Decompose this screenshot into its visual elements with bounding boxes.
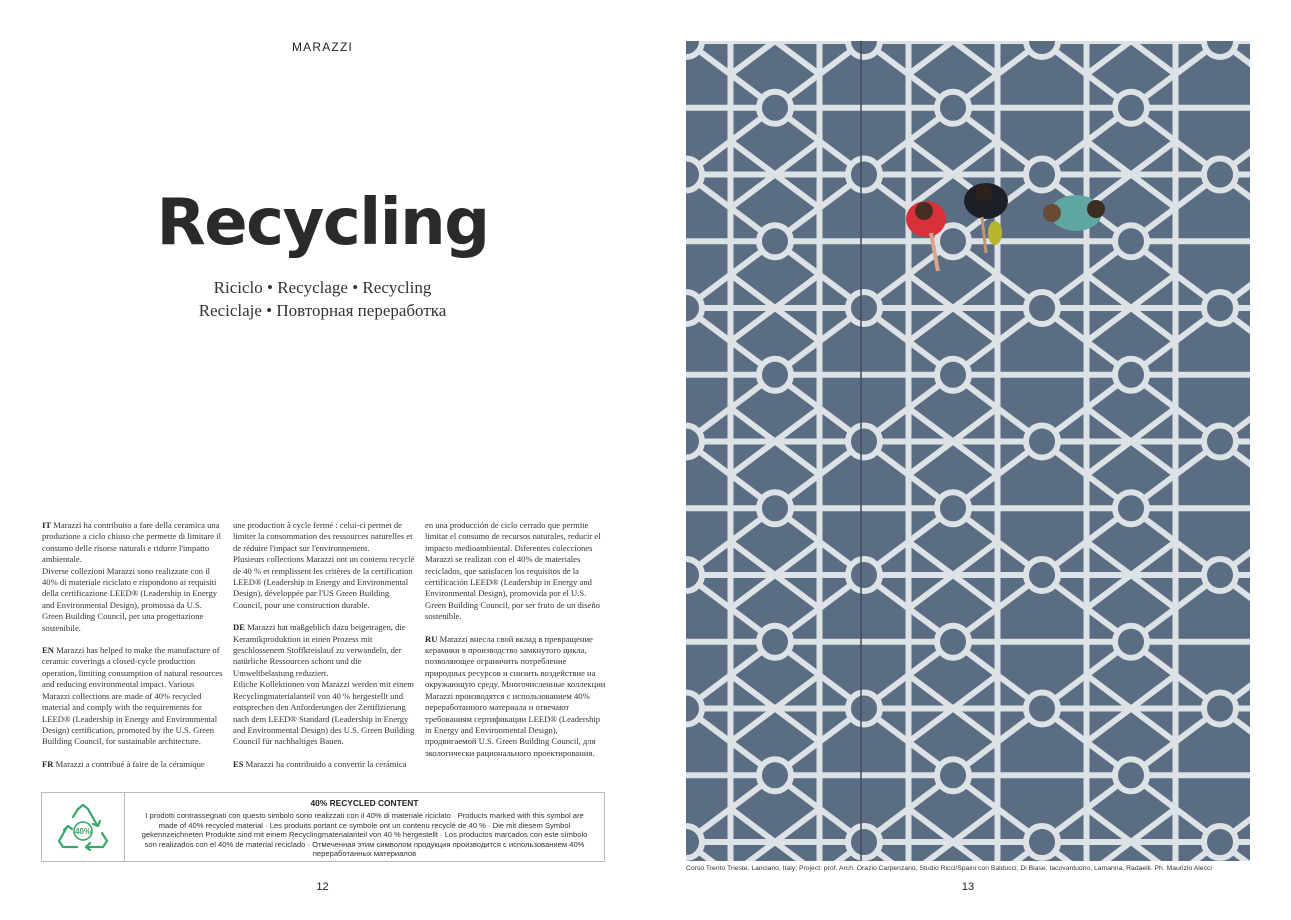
text-column-2 (233, 520, 415, 781)
recycle-icon-cell (42, 793, 125, 861)
text-de: Marazzi hat maßgeblich dazu beigetragen, die Keramikproduktion in einen Prozess mit geschlossenem Stoffkreislauf zu verwandeln, der natürliche Ressourcen schont und die Umweltbelastung reduziert. (233, 622, 406, 678)
page-number-left: 12 (316, 881, 329, 893)
text-it-2: Diverse collezioni Marazzi sono realizzate con il 40% di materiale riciclato e rispondono ai requisiti della certificazione LEED® (Leadership in Energy and Environmental Design), promossa da U.S. Green Building Council, per una progettazione sostenibile. (42, 565, 218, 633)
recycle-heading: 40% RECYCLED CONTENT (310, 798, 419, 808)
paragraph-it (42, 520, 224, 634)
photo-caption: Corso Trento Trieste, Lanciano, Italy; Project: prof. Arch. Orazio Carpenzano, Studio Ricci/Spaini con Balducci, Di Biase, Iacovantuono, Lamanna, Radaelli. Ph. Maurizio Alecci (686, 865, 1212, 872)
text-es: Marazzi ha contribuido a convertir la cerámica (245, 758, 407, 769)
text-column-3 (425, 520, 607, 770)
left-page (0, 0, 645, 920)
text-es-cont: en una producción de ciclo cerrado que permite limitar el consumo de recursos naturales, reducir el impacto medioambiental. Diferentes colecciones Marazzi se realizan con el 40% de materiales reciclados, que satisfacen los requisitos de la certificación LEED® (Leadership in Energy and Environmental Design), promovida por el U.S. Green Building Council, por ser fruto de un diseño sostenible. (425, 520, 601, 622)
text-fr-2: Plusieurs collections Marazzi ont un contenu recyclé de 40 % et remplissent les critères de la certification LEED® (Leadership in Energy and Environmental Design), développée par l'US Green Building Council, pour une construction durable. (233, 554, 415, 610)
paving-pattern (686, 41, 1250, 861)
paving-photo (686, 41, 1250, 861)
lang-code-it: IT (42, 520, 52, 530)
recycle-body: I prodotti contrassegnati con questo simbolo sono realizzati con il 40% di materiale riciclato · Products marked with this symbol are made of 40% recycled material · Les produits portant ce symbole ont un contenu recyclé de 40 % · Die mit diesem Symbol gekennzeichneten Produkte sind mit einem Recyclingmaterialanteil von 40 % hergestellt · Los productos marcados con este símbolo son realizados con el 40% de material reciclado · Отмеченная этим символом продукция производится с использованием 40% переработанных материалов (141, 811, 588, 859)
recycled-content-box (41, 792, 605, 862)
subtitle-line-2: Reciclaje • Повторная переработка (198, 301, 447, 320)
text-it: Marazzi ha contribuito a fare della ceramica una produzione a ciclo chiuso che permette di limitare il consumo delle risorse naturali e ridurre l'impatto ambientale. (42, 520, 221, 565)
paragraph-ru (425, 634, 607, 759)
brand-header: MARAZZI (291, 40, 354, 54)
text-fr-cont: une production à cycle fermé : celui-ci permet de limiter la consommation des ressources naturelles et de réduire l'impact sur l'environnement. (233, 520, 413, 553)
subtitle-line-1: Riciclo • Recyclage • Recycling (213, 278, 432, 297)
text-column-1 (42, 520, 224, 781)
text-fr: Marazzi a contribué à faire de la céramique (55, 758, 205, 769)
paragraph-es-cont (425, 520, 607, 623)
text-de-2: Etliche Kollektionen von Marazzi werden mit einem Recyclingmaterialanteil von 40 % hergestellt und entsprechen den Anforderungen der Zertifizierung nach dem LEED® Standard (Leadership in Energy and Environmental Design) des U.S. Green Building Council für nachhaltiges Bauen. (233, 679, 415, 747)
recycle-text (125, 793, 604, 859)
paragraph-fr (42, 759, 224, 770)
paragraph-de (233, 622, 415, 747)
lang-code-es: ES (233, 758, 244, 769)
paragraph-en (42, 645, 224, 748)
lang-code-fr: FR (42, 758, 54, 769)
page-title: Recycling (156, 186, 489, 260)
text-en: Marazzi has helped to make the manufacture of ceramic coverings a closed-cycle production operation, limiting consumption of natural resources and reducing environmental impact. Various Marazzi collections are made of 40% recycled material and comply with the requirements for LEED® (Leadership in Energy and Environmental Design) certification, promoted by the U.S. Green Building Council, for sustainable architecture. (42, 645, 223, 747)
recycle-icon (57, 803, 109, 851)
right-page (645, 0, 1291, 920)
lang-code-de: DE (233, 622, 245, 633)
paragraph-es (233, 759, 415, 770)
paragraph-fr-cont (233, 520, 415, 611)
lang-code-en: EN (42, 645, 54, 656)
page-number-right: 13 (961, 881, 975, 893)
recycle-icon-label: 40% (74, 827, 92, 836)
text-ru: Marazzi внесла свой вклад в превращение керамики в производство замкнутого цикла, позволяющее ограничить потребление природных ресурсов и снизить воздействие на окружающую среду. Многочисленные коллекции Marazzi производятся с использованием 40% переработанного материала и отвечают требованиям сертификации LEED® (Leadership in Energy and Environmental Design), продвигаемой U.S. Green Building Council, для экологически рационального проектирования. (425, 633, 606, 758)
lang-code-ru: RU (425, 633, 438, 644)
